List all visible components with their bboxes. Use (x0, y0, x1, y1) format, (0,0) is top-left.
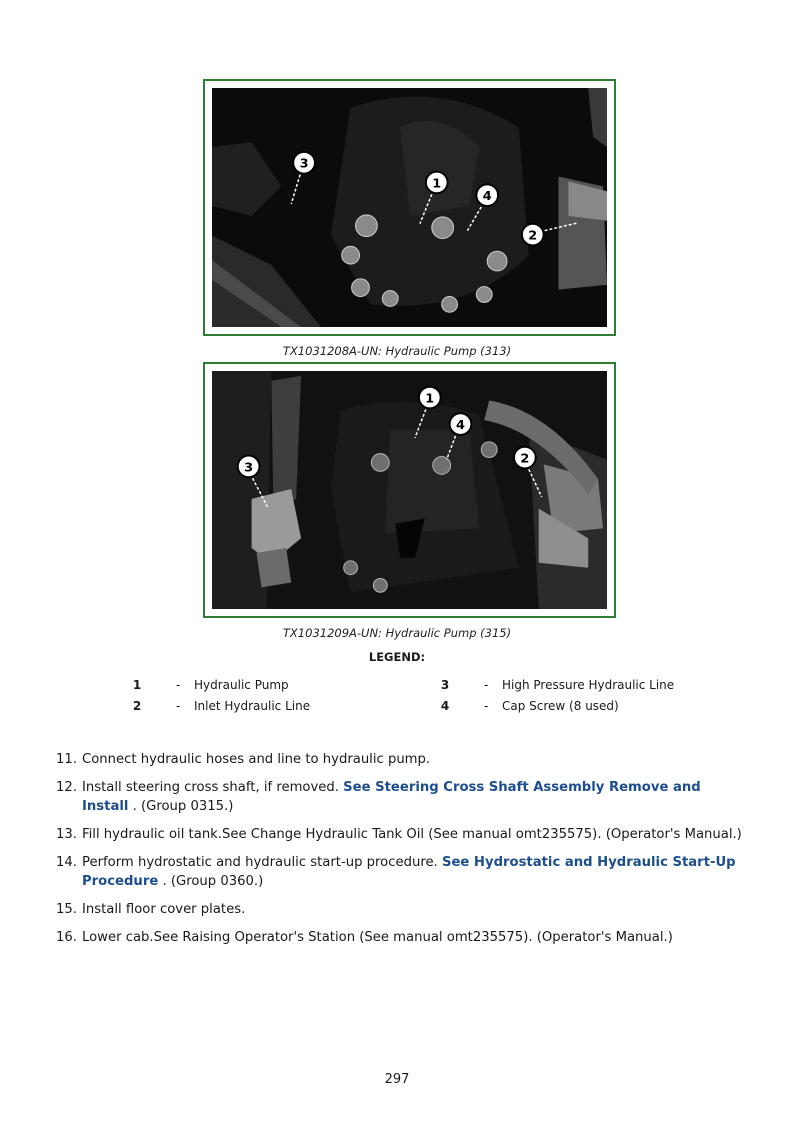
legend-number: 3 (440, 678, 450, 692)
procedure-steps (56, 750, 746, 956)
legend-dash: - (176, 678, 181, 692)
step-number: 16. (56, 930, 77, 945)
legend-text: High Pressure Hydraulic Line (502, 678, 675, 692)
step-item (56, 750, 746, 769)
callout-4: 4 (456, 418, 465, 434)
callout-1: 1 (425, 391, 435, 407)
step-number: 12. (56, 780, 77, 795)
legend-text: Hydraulic Pump (194, 678, 289, 692)
legend-title: LEGEND: (368, 650, 426, 664)
step-item (56, 825, 746, 844)
hydraulic-pump-photo-313 (212, 88, 607, 327)
step-text: Connect hydraulic hoses and line to hydraulic pump. (82, 752, 431, 767)
step-text-suffix: . (Group 0360.) (158, 874, 264, 889)
callout-2: 2 (528, 228, 538, 244)
step-text: Fill hydraulic oil tank.See Change Hydraulic Tank Oil (See manual omt235575). (Operator's Manual.) (82, 827, 742, 842)
step-text-suffix: . (Group 0315.) (128, 799, 234, 814)
legend-dash: - (176, 699, 181, 713)
hydrostatic-start-up-link[interactable]: See Hydrostatic and Hydraulic Start-Up Procedure (82, 855, 736, 889)
step-text: Install floor cover plates. (82, 902, 246, 917)
legend-text: Inlet Hydraulic Line (194, 699, 311, 713)
legend-text: Cap Screw (8 used) (502, 699, 619, 713)
legend-number: 2 (132, 699, 142, 713)
figure-hydraulic-pump-313 (203, 79, 616, 336)
step-text: Install steering cross shaft, if removed. (82, 780, 344, 795)
figure-caption-315: TX1031209A-UN: Hydraulic Pump (315) (282, 626, 512, 640)
legend-number: 1 (132, 678, 142, 692)
step-item (56, 853, 746, 891)
step-number: 14. (56, 855, 77, 870)
callout-1: 1 (432, 176, 442, 192)
callout-2: 2 (520, 451, 530, 467)
callout-3: 3 (299, 156, 309, 172)
steering-cross-shaft-link[interactable]: See Steering Cross Shaft Assembly Remove and Install (82, 780, 701, 814)
step-item (56, 900, 746, 919)
hydraulic-pump-photo-315 (212, 371, 607, 609)
callout-3: 3 (244, 460, 254, 476)
callout-4: 4 (482, 189, 492, 205)
figure-caption-313: TX1031208A-UN: Hydraulic Pump (313) (282, 344, 512, 358)
page-number: 297 (384, 1072, 410, 1087)
step-item (56, 778, 746, 816)
legend-dash: - (484, 678, 489, 692)
step-number: 15. (56, 902, 77, 917)
legend-number: 4 (440, 699, 450, 713)
step-text: Lower cab.See Raising Operator's Station (See manual omt235575). (Operator's Manual.) (82, 930, 673, 945)
step-item (56, 928, 746, 947)
step-text: Perform hydrostatic and hydraulic start-up procedure. (82, 855, 442, 870)
figure-hydraulic-pump-315 (203, 362, 616, 618)
step-number: 11. (56, 752, 77, 767)
step-number: 13. (56, 827, 77, 842)
legend-dash: - (484, 699, 489, 713)
